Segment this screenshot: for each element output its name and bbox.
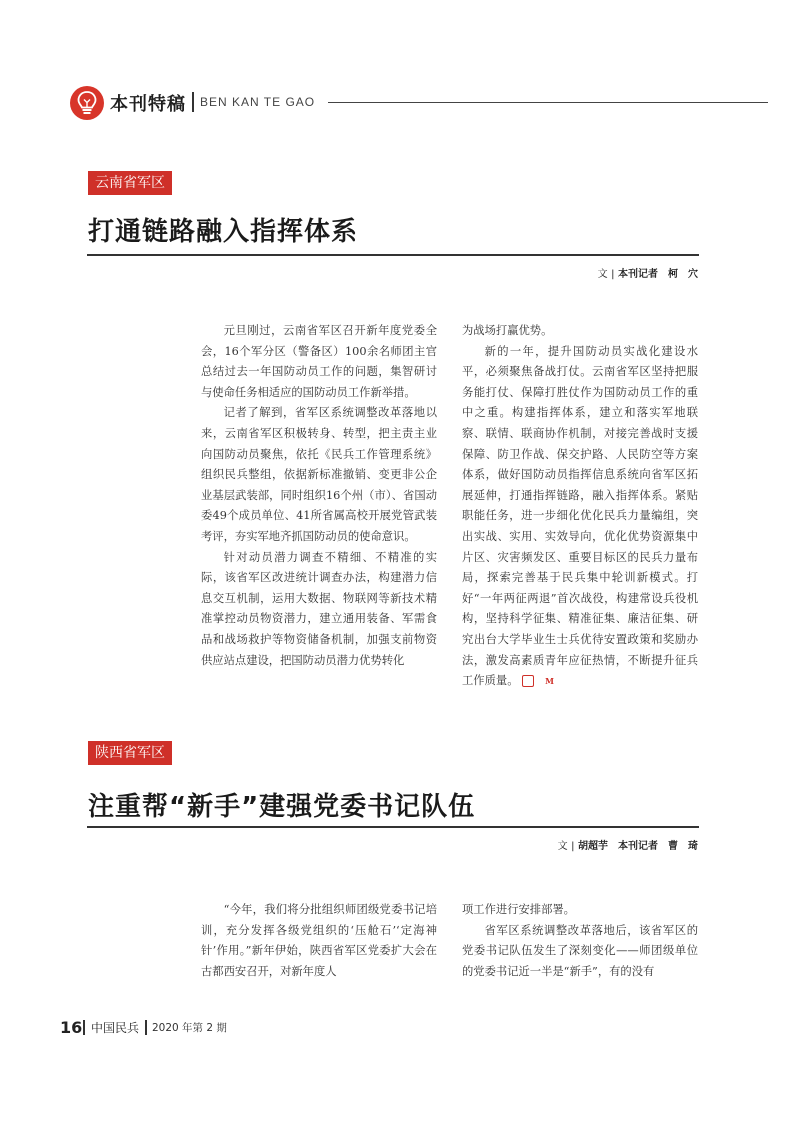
paragraph: 省军区系统调整改革落地后，该省军区的党委书记队伍发生了深刻变化——师团级单位的党委书记近一半是“新手”，有的没有: [462, 923, 698, 978]
paragraph-text: 新的一年，提升国防动员实战化建设水平，必须聚焦备战打仗。云南省军区坚持把服务能打仗、保障打胜仗作为国防动员工作的重中之重。构建指挥体系，建立和落实军地联察、联情、联商协作机制，对接完善战时支援保障、防卫作战、保交护路、人民防空等方案体系，做好国防动员指挥信息系统向省军区拓展延伸，打通指挥链路，融入指挥体系。紧贴职能任务，进一步细化优化民兵力量编组，突出实战、实用、实效导向，优化优势资源集中片区、灾害频发区、重要目标区的民兵力量布局，探索完善基于民兵集中轮训新模式。打好“一年两征两退”首次战役，构建常设兵役机构，坚持科学征集、精准征集、廉洁征集、研究出台大学毕业生士兵优待安置政策和奖励办法，激发高素质青年应征热情，不断提升征兵工作质量。: [462, 344, 698, 688]
paragraph: 记者了解到，省军区系统调整改革落地以来，云南省军区积极转身、转型，把主责主业向国防动员聚焦，依托《民兵工作管理系统》组织民兵整组，依据新标准撤销、变更非公企业基层武装部，同时组织16个州（市）、省国动委49个成员单位、41所省属高校开展党管武装考评，夯实军地齐抓国防动员的使命意识。: [201, 406, 437, 543]
lightbulb-icon: [70, 86, 104, 120]
byline-prefix: 文: [597, 269, 608, 280]
end-mark-icon: M: [522, 675, 534, 687]
byline-prefix: 文: [557, 841, 568, 852]
article1-title: 打通链路融入指挥体系: [88, 217, 359, 247]
article2-title: 注重帮“新手”建强党委书记队伍: [88, 792, 476, 822]
article1-column-left: [201, 321, 437, 671]
article2-region-tag: 陕西省军区: [88, 741, 172, 765]
byline-authors: 本刊记者 柯 穴: [618, 269, 698, 280]
paragraph: 针对动员潜力调查不精细、不精准的实际，该省军区改进统计调查办法，构建潜力信息交互机制，运用大数据、物联网等新技术精准掌控动员物资潜力，建立通用装备、军需食品和战场救护等物资储备机制，加强支前物资供应站点建设，把国防动员潜力优势转化: [201, 550, 437, 667]
paragraph-continued: 为战场打赢优势。: [462, 324, 553, 337]
paragraph: [462, 342, 698, 692]
article1-column-right: [462, 321, 698, 692]
magazine-name: 中国民兵: [91, 1021, 140, 1035]
paragraph: 元旦刚过，云南省军区召开新年度党委全会，16个军分区（警备区）100余名师团主官总结过去一年国防动员工作的问题，集智研讨与使命任务相适应的国防动员工作新举措。: [201, 324, 437, 399]
article1-title-rule: [87, 254, 699, 256]
header-rule: [328, 102, 768, 103]
footer-divider: [83, 1020, 85, 1035]
article1-region-tag: 云南省军区: [88, 171, 172, 195]
paragraph-continued: 项工作进行安排部署。: [462, 903, 575, 916]
article1-byline: 文 | 本刊记者 柯 穴: [597, 269, 698, 280]
article2-title-rule: [87, 826, 699, 828]
article2-byline: 文 | 胡超芋 本刊记者 曹 琦: [557, 841, 698, 852]
article2-column-left: [201, 900, 437, 982]
issue-label: 2020 年第 2 期: [152, 1022, 227, 1034]
section-pinyin: BEN KAN TE GAO: [200, 95, 316, 109]
footer-divider: [145, 1020, 147, 1035]
paragraph: “今年，我们将分批组织师团级党委书记培训，充分发挥各级党组织的‘压舱石’‘定海神针’作用。”新年伊始，陕西省军区党委扩大会在古都西安召开，对新年度人: [201, 903, 437, 978]
header-divider: [192, 92, 194, 112]
page-number: 16: [60, 1018, 83, 1037]
section-title: 本刊特稿: [110, 94, 186, 115]
byline-authors: 胡超芋 本刊记者 曹 琦: [578, 841, 698, 852]
article2-column-right: [462, 900, 698, 982]
